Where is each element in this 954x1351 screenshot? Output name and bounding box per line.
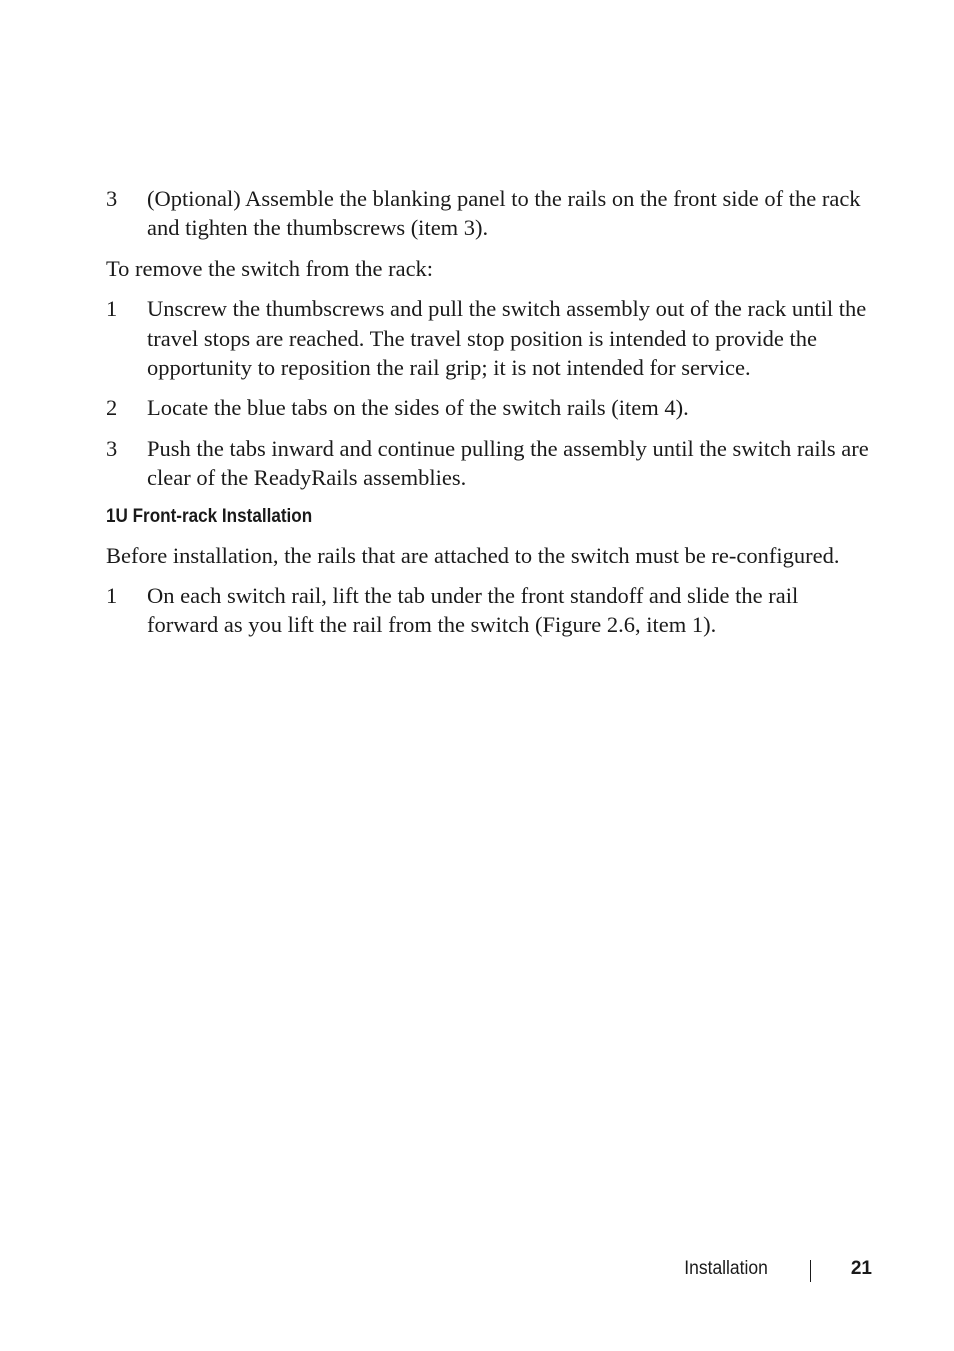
step-number: 1 bbox=[106, 296, 118, 322]
page-number: 21 bbox=[850, 1258, 872, 1279]
list-item bbox=[106, 581, 872, 640]
page-footer bbox=[0, 1258, 954, 1284]
step-number: 3 bbox=[106, 186, 118, 211]
step-text: Unscrew the thumbscrews and pull the switch assembly out of the rack until the travel stops are reached. The travel stop position is intended to provide the opportunity to reposition the rail grip; it is not intended for service. bbox=[147, 296, 867, 381]
footer-divider bbox=[810, 1260, 811, 1282]
step-number: 3 bbox=[106, 435, 118, 461]
remove-intro: To remove the switch from the rack: bbox=[106, 255, 434, 281]
section-heading: 1U Front-rack Installation bbox=[106, 505, 313, 527]
section-intro: Before installation, the rails that are attached to the switch must be re-configured. bbox=[106, 542, 840, 568]
list-item bbox=[106, 294, 872, 382]
step-text: Push the tabs inward and continue pulling the assembly until the switch rails are clear of the ReadyRails assemblies. bbox=[147, 435, 869, 491]
step-text: Locate the blue tabs on the sides of the switch rails (item 4). bbox=[147, 395, 689, 421]
list-item bbox=[106, 184, 872, 243]
step-number: 2 bbox=[106, 395, 118, 421]
page-content bbox=[106, 184, 872, 651]
step-number: 1 bbox=[106, 583, 118, 609]
footer-section-title: Installation bbox=[684, 1258, 768, 1279]
list-item bbox=[106, 393, 872, 422]
step-text: (Optional) Assemble the blanking panel to the rails on the front side of the rack and tighten the thumbscrews (item 3). bbox=[147, 186, 861, 241]
step-text: On each switch rail, lift the tab under the front standoff and slide the rail forward as you lift the rail from the switch (Figure 2.6, item 1). bbox=[147, 583, 799, 638]
list-item bbox=[106, 434, 872, 493]
